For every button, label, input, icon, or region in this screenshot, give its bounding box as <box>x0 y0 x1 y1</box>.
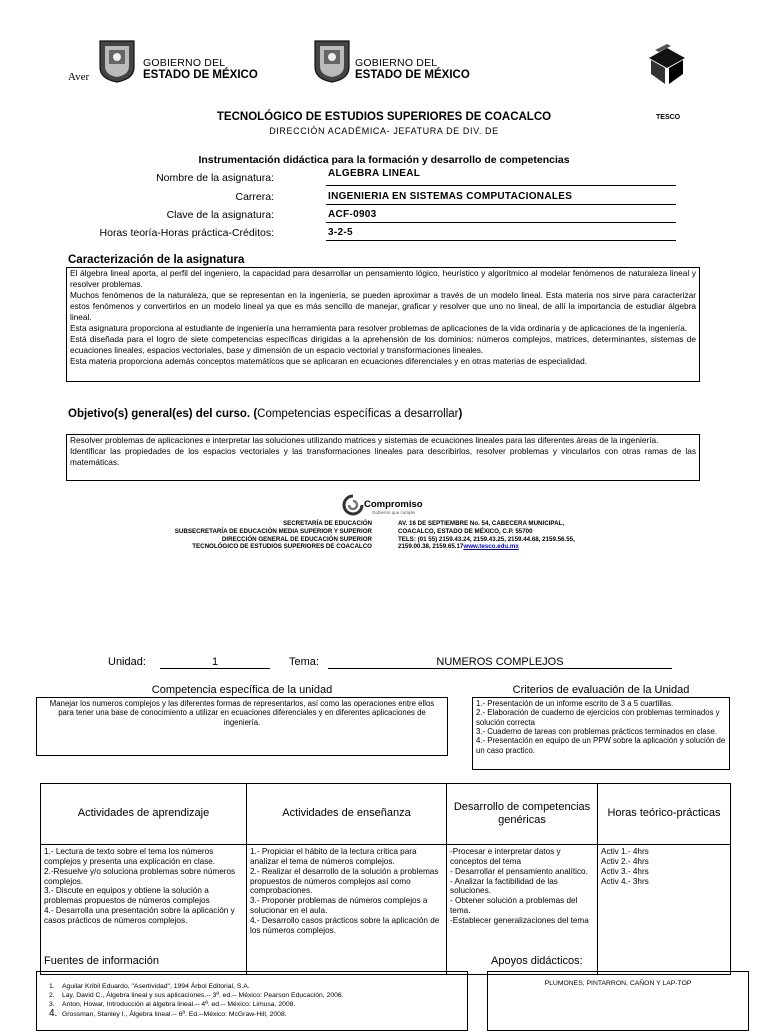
criterios-heading: Criterios de evaluación de la Unidad <box>512 684 690 696</box>
criterio-item: 3.- Cuaderno de tareas con problemas prácticos terminados en clase. <box>476 727 717 737</box>
characterization-box <box>66 267 700 382</box>
fuente-item <box>49 1009 467 1019</box>
hora-item: Activ 3.- 4hrs <box>601 866 649 876</box>
hours-label: Horas teoría-Horas práctica-Créditos: <box>99 227 274 239</box>
fuente-num: 3. <box>49 1001 55 1008</box>
ensenanza-cell <box>247 845 447 975</box>
characterization-p2: Muchos fenómenos de la naturaleza, que se representan en la ingeniería, se pueden aproximar a través de un modelo lineal. Esta materia nos sirve para caracterizar estos fenómenos y convertirlos en un modelo lineal ya que es más sencillo de manejar, graficar y resolver que uno no lineal, de allí la importancia de estudiar álgebra lineal. <box>70 290 696 322</box>
activities-table <box>40 783 731 975</box>
divider <box>326 185 676 186</box>
generica-item: - Analizar la factibilidad de las soluciones. <box>450 876 558 896</box>
fuentes-box <box>36 971 468 1031</box>
compromiso-logo-icon <box>342 494 364 516</box>
hora-item: Activ 2.- 4hrs <box>601 856 649 866</box>
aprendizaje-item: 1.- Lectura de texto sobre el tema los números complejos y presenta una explicación en clase. <box>44 847 216 866</box>
document-title: Instrumentación didáctica para la formación y desarrollo de competencias <box>198 154 570 166</box>
fuente-num: 1. <box>49 983 55 990</box>
objective-heading-bold: Objetivo(s) general(es) del curso. ( <box>68 408 258 420</box>
hora-item: Activ 4.- 3hrs <box>601 876 649 886</box>
criterios-box <box>472 697 730 770</box>
key-label: Clave de la asignatura: <box>166 209 274 221</box>
career-label: Carrera: <box>235 191 274 203</box>
state-seal-icon <box>309 37 355 83</box>
apoyos-text: PLUMONES, PINTARRON, CAÑON Y LAP-TOP <box>544 980 692 987</box>
footer-left-block <box>120 520 372 551</box>
subject-name-label: Nombre de la asignatura: <box>156 172 274 184</box>
tema-label: Tema: <box>289 656 319 668</box>
tema-value: NUMEROS COMPLEJOS <box>328 656 672 669</box>
characterization-heading: Caracterización de la asignatura <box>68 254 245 266</box>
objective-heading-close: ) <box>458 408 463 420</box>
ensenanza-item: 1.- Propiciar el hábito de la lectura critica para analizar el tema de números complejos. <box>250 847 417 866</box>
objective-heading <box>68 408 462 420</box>
footer-left-line: SUBSECRETARÍA DE EDUCACIÓN MEDIA SUPERIOR Y SUPERIOR <box>174 527 372 535</box>
footer-left-line: DIRECCIÓN GENERAL DE EDUCACIÓN SUPERIOR <box>221 535 372 543</box>
footer-right-block <box>398 520 638 551</box>
generica-item: -Procesar e interpretar datos y conceptos del tema <box>450 847 561 866</box>
objective-p1: Resolver problemas de aplicaciones e interpretar las soluciones utilizando matrices y sistemas de ecuaciones lineales para las diferentes áreas de la ingeniería. <box>70 435 659 445</box>
gov-line2: ESTADO DE MÉXICO <box>143 69 258 82</box>
fuente-text: Anton, Howar, Introducción al álgebra lineal.-- 4ª. ed.-- México: Limusa, 2008. <box>62 1001 296 1008</box>
footer-right-line: AV. 16 DE SEPTIEMBRE No. 54, CABECERA MUNICIPAL, <box>398 520 565 527</box>
gov-logo-text <box>355 58 470 81</box>
objective-heading-normal: Competencias específicas a desarrollar <box>257 408 459 420</box>
website-link[interactable]: www.tesco.edu.mx <box>463 543 519 551</box>
ensenanza-item: 4.- Desarrollo casos prácticos sobre la aplicación de los números complejos. <box>250 915 440 935</box>
fuentes-heading: Fuentes de información <box>44 955 159 967</box>
school-name: TECNOLÓGICO DE ESTUDIOS SUPERIORES DE COACALCO <box>216 111 552 123</box>
subject-name-value: ALGEBRA LINEAL <box>328 168 421 179</box>
footer-right-line: TELS: (01 55) 2159.43.24, 2159.43.25, 2159.44.68, 2159.56.55, <box>398 535 575 543</box>
objective-box <box>66 434 700 481</box>
divider <box>326 204 676 205</box>
gov-line1: GOBIERNO DEL <box>143 57 226 69</box>
header-ensenanza: Actividades de enseñanza <box>247 784 447 845</box>
generica-item: - Obtener solución a problemas del tema. <box>450 896 578 916</box>
header-aprendizaje: Actividades de aprendizaje <box>41 784 247 845</box>
unit-label: Unidad: <box>108 656 146 668</box>
header-genericas: Desarrollo de competencias genéricas <box>447 784 598 845</box>
footer-left-line: TECNOLÓGICO DE ESTUDIOS SUPERIORES DE COACALCO <box>192 543 372 551</box>
gov-line2: ESTADO DE MÉXICO <box>355 69 470 82</box>
aprendizaje-item: 3.- Discute en equipos y obtiene la solución a problemas propuestos de números complejos <box>44 886 210 906</box>
apoyos-box <box>487 971 749 1031</box>
compromiso-text: Compromiso <box>364 499 423 510</box>
direction-line: DIRECCIÓN ACADÉMICA- JEFATURA DE DIV. DE <box>269 126 499 136</box>
generica-item: - Desarrollar el pensamiento analítico. <box>450 866 588 876</box>
characterization-p5: Esta materia proporciona además conceptos matemáticos que se aplicaran en ecuaciones diferenciales y en otras materias de especialidad. <box>70 356 587 366</box>
footer-phones: 2159.00.38, 2159.65.17 <box>398 543 464 551</box>
divider <box>326 222 676 223</box>
hours-value: 3-2-5 <box>328 227 353 238</box>
criterio-item: 2.- Elaboración de cuaderno de ejercicios con problemas terminados y solución correcta <box>476 708 720 727</box>
tesco-label: TESCO <box>656 114 681 121</box>
aprendizaje-item: 2.-Resuelve y/o soluciona problemas sobre números complejos. <box>44 866 236 886</box>
ensenanza-item: 3.- Proponer problemas de números complejos a solucionar en el aula. <box>250 896 428 916</box>
fuente-text: Grossman, Stanley I., Álgebra lineal.-- 6ª. Ed.--México: McGraw-Hill, 2008. <box>62 1011 287 1018</box>
header-horas: Horas teórico-prácticas <box>598 784 731 845</box>
competencia-text: Manejar los numeros complejos y las diferentes formas de representarlos, así como las operaciones entre ellos para tener una base de conocimiento a utilizar en ecuaciones diferenciales y en diferentes aplicaciones de ingeniería. <box>49 699 435 727</box>
compromiso-sub: Gobierno que cumple <box>372 510 416 515</box>
tesco-logo-icon <box>645 44 689 88</box>
hora-item: Activ 1.- 4hrs <box>601 847 649 856</box>
characterization-p3: Esta asignatura proporciona al estudiante de ingeniería una herramienta para resolver problemas de aplicaciones de la vida ordinaria y de aplicaciones de la ingeniería. <box>70 323 688 333</box>
gov-line1: GOBIERNO DEL <box>355 57 438 69</box>
unit-value: 1 <box>160 656 270 669</box>
aver-text: Aver <box>68 71 90 83</box>
generica-item: -Establecer generalizaciones del tema <box>450 915 589 925</box>
fuente-num: 4. <box>49 1008 58 1019</box>
footer-left-line: SECRETARÍA DE EDUCACIÓN <box>282 520 372 527</box>
characterization-p4: Está diseñada para el logro de siete competencias específicas dirigidas a la aprehensión de los dominios: números complejos, matrices, determinantes, sistemas de ecuaciones lineales, espacios vectoriales, base y dimensión de un espacio vectorial y transformaciones lineales. <box>70 334 696 355</box>
criterio-item: 1.- Presentación de un informe escrito de 3 a 5 cuartillas. <box>476 699 674 708</box>
career-value: INGENIERIA EN SISTEMAS COMPUTACIONALES <box>328 191 573 202</box>
aprendizaje-item: 4.- Desarrolla una presentación sobre la aplicación y casos prácticos de números complejos. <box>44 906 235 925</box>
fuente-item <box>49 991 467 1000</box>
fuente-item <box>49 1000 467 1009</box>
fuente-text: Lay, David C., Álgebra lineal y sus aplicaciones.-- 3ª. ed.-- México: Pearson Educación, 2006. <box>62 992 344 999</box>
apoyos-heading: Apoyos didácticos: <box>491 955 583 967</box>
gov-logo-text <box>143 58 258 81</box>
state-seal-icon <box>94 37 140 83</box>
characterization-p1: El álgebra lineal aporta, al perfil del ingeniero, la capacidad para desarrollar un pensamiento lógico, heurístico y algorítmico al modelar fenómenos de naturaleza lineal y resolver problemas. <box>70 268 696 289</box>
footer-right-line <box>398 543 638 551</box>
horas-cell <box>598 845 731 975</box>
activities-header-row <box>41 784 731 845</box>
ensenanza-item: 2.- Realizar el desarrollo de la solución a problemas propuestos de números complejos así como comprobaciones. <box>250 866 439 896</box>
divider <box>326 240 676 241</box>
competencia-heading: Competencia específica de la unidad <box>151 684 333 696</box>
objective-p2: Identificar las propiedades de los espacios vectoriales y las transformaciones lineales para describirlos, resolver problemas y vincularlos con otras ramas de las matemáticas. <box>70 446 696 467</box>
fuente-num: 2. <box>49 992 55 999</box>
criterio-item: 4.- Presentación en equipo de un PPW sobre la aplicación y solución de un caso practico. <box>476 736 726 755</box>
key-value: ACF-0903 <box>328 209 377 220</box>
fuente-text: Aguilar Kribil Eduardo, "Asertividad", 1994 Árbol Editorial, S.A. <box>62 983 250 990</box>
fuente-item <box>49 982 467 991</box>
competencia-box <box>36 697 448 756</box>
footer-right-line: COACALCO, ESTADO DE MÉXICO, C.P. 55700 <box>398 527 533 535</box>
